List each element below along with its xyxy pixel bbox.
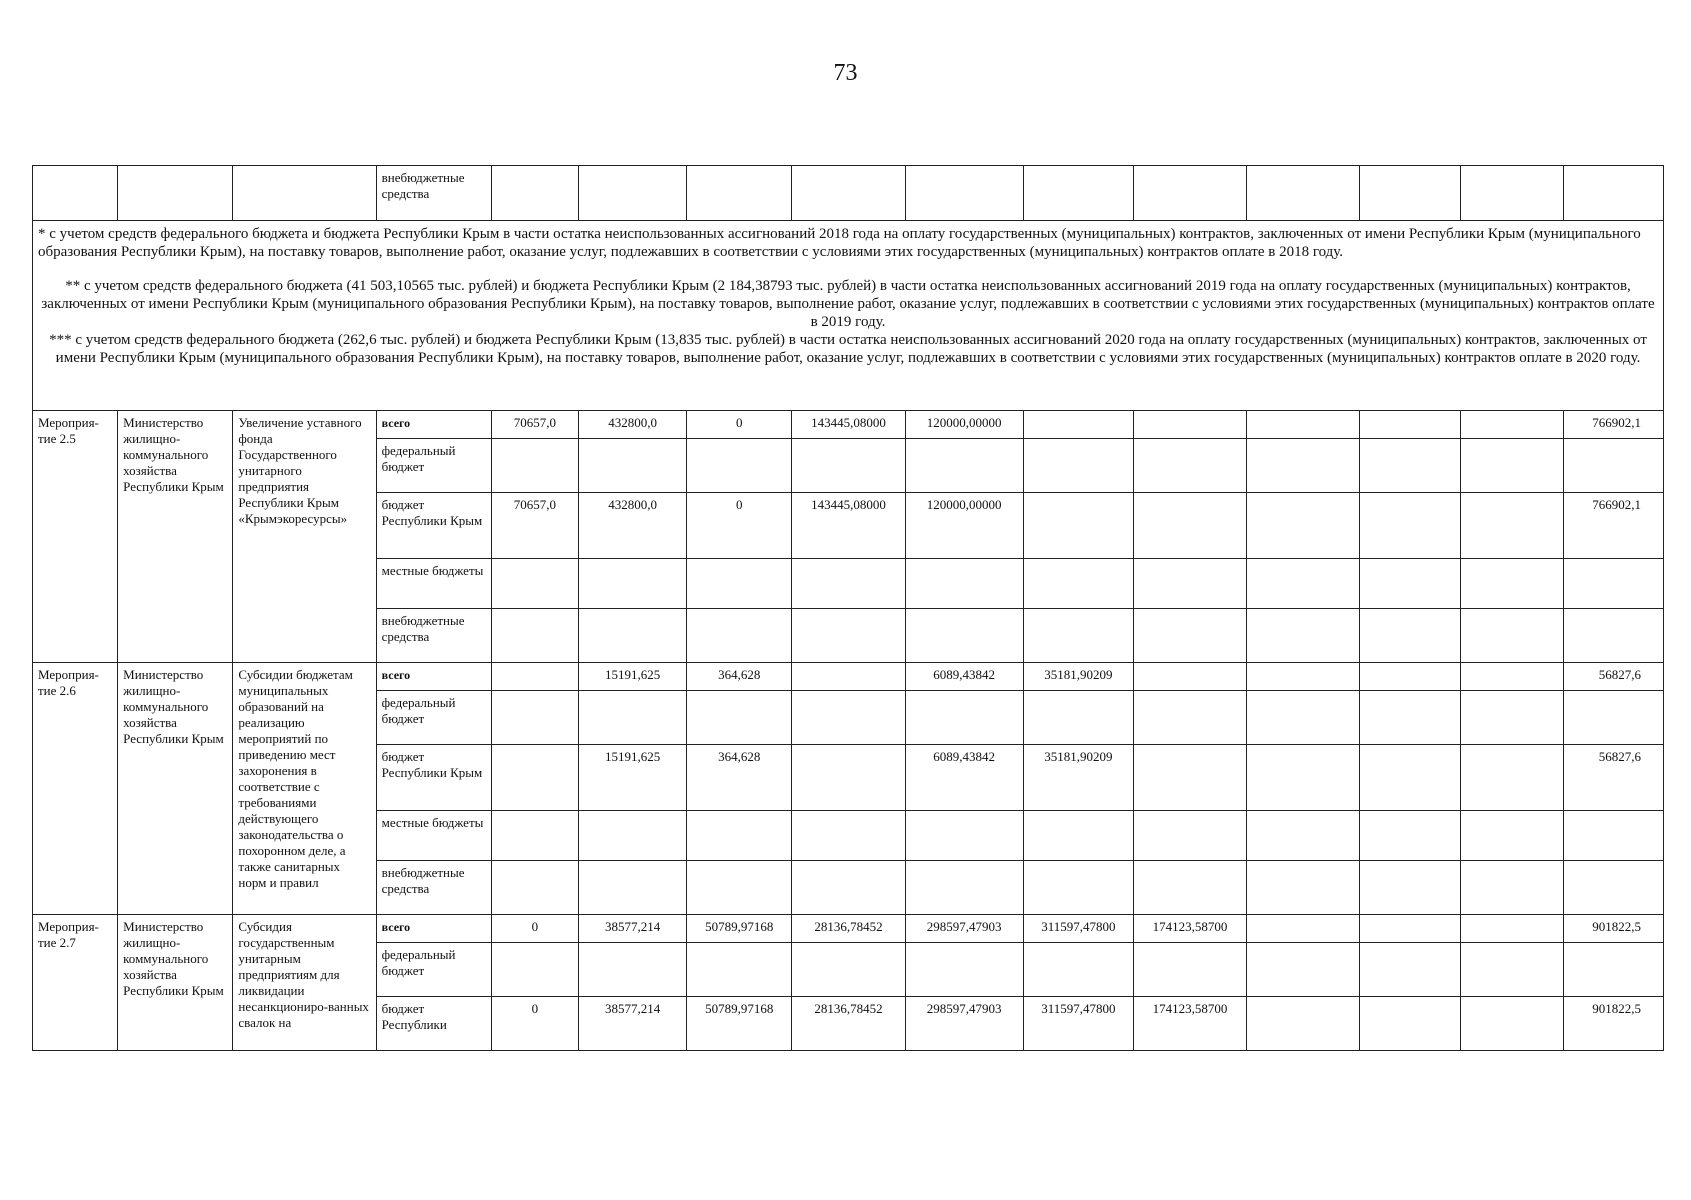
amount-cell	[1360, 411, 1460, 439]
funding-source: бюджет Республики Крым	[376, 493, 491, 559]
footnote-2: ** с учетом средств федерального бюджета (41 503,10565 тыс. рублей) и бюджета Республики Крым (2 184,38793 тыс. рублей) в части остатка неиспользованных ассигнований 2019 года на оплату государственных (муниципальных) контрактов, заключенных от имени Республики Крым (муниципального образования Республики Крым), на поставку товаров, выполнение работ, оказание услуг, подлежавших в соответствии с условиями этих государственных (муниципальных) контрактов оплате в 2019 году.	[41, 278, 1655, 330]
amount-cell: 432800,0	[578, 493, 686, 559]
measure-code: Мероприя-тие 2.7	[33, 915, 118, 1051]
measure-name: Увеличение уставного фонда Государственного унитарного предприятия Республики Крым «Крымэкоресурсы»	[233, 411, 376, 663]
amount-cell	[1023, 493, 1133, 559]
funding-source: внебюджетные средства	[376, 166, 491, 221]
amount-cell: 311597,47800	[1023, 915, 1133, 943]
amount-cell	[1247, 915, 1360, 943]
empty-cell	[578, 691, 686, 745]
funding-source: федеральный бюджет	[376, 691, 491, 745]
measure-executor: Министерство жилищно-коммунального хозяйства Республики Крым	[118, 915, 233, 1051]
table-row	[33, 663, 1664, 691]
empty-cell	[792, 943, 905, 997]
empty-cell	[578, 439, 686, 493]
amount-cell	[1460, 745, 1563, 811]
funding-source: всего	[376, 663, 491, 691]
amount-cell	[1133, 411, 1246, 439]
amount-cell: 35181,90209	[1023, 663, 1133, 691]
amount-cell	[792, 663, 905, 691]
amount-cell: 38577,214	[578, 997, 686, 1051]
empty-cell	[1133, 691, 1246, 745]
amount-cell: 766902,1	[1563, 493, 1663, 559]
funding-source: бюджет Республики Крым	[376, 745, 491, 811]
empty-cell	[1133, 559, 1246, 609]
measure-name: Субсидия государственным унитарным предприятиям для ликвидации несанкциониро-ванных свалок на	[233, 915, 376, 1051]
empty-cell	[1563, 559, 1663, 609]
measure-code: Мероприя-тие 2.5	[33, 411, 118, 663]
empty-cell	[905, 811, 1023, 861]
empty-cell	[1563, 811, 1663, 861]
amount-cell	[491, 663, 578, 691]
amount-cell	[1460, 663, 1563, 691]
funding-source: местные бюджеты	[376, 811, 491, 861]
funding-source: внебюджетные средства	[376, 609, 491, 663]
empty-cell	[905, 691, 1023, 745]
empty-cell	[491, 439, 578, 493]
amount-cell	[1247, 745, 1360, 811]
empty-cell	[905, 609, 1023, 663]
empty-cell	[1460, 559, 1563, 609]
amount-cell: 56827,6	[1563, 663, 1663, 691]
empty-cell	[792, 691, 905, 745]
empty-cell	[1133, 609, 1246, 663]
amount-cell: 0	[491, 997, 578, 1051]
amount-cell	[1360, 915, 1460, 943]
amount-cell: 70657,0	[491, 493, 578, 559]
empty-cell	[578, 609, 686, 663]
empty-cell	[1023, 861, 1133, 915]
empty-cell	[792, 609, 905, 663]
empty-cell	[1460, 609, 1563, 663]
empty-cell	[1023, 609, 1133, 663]
empty-cell	[687, 609, 792, 663]
empty-cell	[1247, 861, 1360, 915]
amount-cell: 50789,97168	[687, 997, 792, 1051]
amount-cell: 15191,625	[578, 663, 686, 691]
empty-cell	[1360, 811, 1460, 861]
notes-row	[33, 221, 1664, 411]
amount-cell: 901822,5	[1563, 915, 1663, 943]
empty-cell	[1133, 811, 1246, 861]
amount-cell: 364,628	[687, 745, 792, 811]
amount-cell: 174123,58700	[1133, 997, 1246, 1051]
empty-cell	[1563, 943, 1663, 997]
empty-cell	[1023, 439, 1133, 493]
empty-cell	[687, 861, 792, 915]
empty-cell	[687, 439, 792, 493]
amount-cell: 311597,47800	[1023, 997, 1133, 1051]
empty-cell	[578, 861, 686, 915]
amount-cell: 70657,0	[491, 411, 578, 439]
amount-cell: 432800,0	[578, 411, 686, 439]
amount-cell	[1133, 663, 1246, 691]
empty-cell	[1023, 691, 1133, 745]
empty-cell	[1133, 861, 1246, 915]
amount-cell: 6089,43842	[905, 745, 1023, 811]
empty-cell	[905, 861, 1023, 915]
empty-cell	[1460, 943, 1563, 997]
empty-cell	[1247, 559, 1360, 609]
empty-cell	[905, 943, 1023, 997]
footnote-3: *** с учетом средств федерального бюджета (262,6 тыс. рублей) и бюджета Республики Крым (13,835 тыс. рублей) в части остатка неиспользованных ассигнований 2020 года на оплату государственных (муниципальных) контрактов, заключенных от имени Республики Крым (муниципального образования Республики Крым), на поставку товаров, выполнение работ, оказание услуг, подлежавших в соответствии с условиями этих государственных (муниципальных) контрактов оплате в 2020 году.	[49, 332, 1647, 366]
measure-code: Мероприя-тие 2.6	[33, 663, 118, 915]
empty-cell	[1460, 861, 1563, 915]
amount-cell: 35181,90209	[1023, 745, 1133, 811]
empty-cell	[1023, 811, 1133, 861]
empty-cell	[1460, 439, 1563, 493]
empty-cell	[905, 439, 1023, 493]
measure-executor: Министерство жилищно-коммунального хозяйства Республики Крым	[118, 663, 233, 915]
footnote-1: * с учетом средств федерального бюджета и бюджета Республики Крым в части остатка неиспользованных ассигнований 2018 года на оплату государственных (муниципальных) контрактов, заключенных от имени Республики Крым (муниципального образования Республики Крым), на поставку товаров, выполнение работ, оказание услуг, подлежавших в соответствии с условиями этих государственных (муниципальных) контрактов оплате в 2018 году.	[38, 226, 1641, 260]
empty-cell	[491, 609, 578, 663]
empty-cell	[578, 559, 686, 609]
amount-cell	[1460, 493, 1563, 559]
amount-cell: 298597,47903	[905, 915, 1023, 943]
empty-cell	[1023, 559, 1133, 609]
amount-cell	[1360, 663, 1460, 691]
amount-cell: 0	[687, 411, 792, 439]
empty-cell	[491, 861, 578, 915]
measure-executor: Министерство жилищно-коммунального хозяйства Республики Крым	[118, 411, 233, 663]
amount-cell	[1023, 411, 1133, 439]
budget-table	[32, 165, 1664, 1051]
amount-cell: 364,628	[687, 663, 792, 691]
empty-cell	[1247, 943, 1360, 997]
funding-source: внебюджетные средства	[376, 861, 491, 915]
empty-cell	[491, 559, 578, 609]
empty-cell	[1360, 943, 1460, 997]
amount-cell	[1360, 997, 1460, 1051]
empty-cell	[1460, 811, 1563, 861]
amount-cell: 6089,43842	[905, 663, 1023, 691]
funding-source: всего	[376, 915, 491, 943]
amount-cell: 0	[687, 493, 792, 559]
funding-source: всего	[376, 411, 491, 439]
empty-cell	[687, 559, 792, 609]
amount-cell: 298597,47903	[905, 997, 1023, 1051]
empty-cell	[491, 691, 578, 745]
empty-cell	[792, 439, 905, 493]
amount-cell	[1133, 745, 1246, 811]
amount-cell: 50789,97168	[687, 915, 792, 943]
table-row	[33, 411, 1664, 439]
amount-cell: 15191,625	[578, 745, 686, 811]
empty-cell	[792, 811, 905, 861]
amount-cell	[1460, 997, 1563, 1051]
empty-cell	[1133, 943, 1246, 997]
empty-cell	[1563, 691, 1663, 745]
amount-cell: 143445,08000	[792, 493, 905, 559]
empty-cell	[491, 811, 578, 861]
measure-name: Субсидии бюджетам муниципальных образований на реализацию мероприятий по приведению мест захоронения в соответствие с требованиями действующего законодательства о похоронном деле, а также санитарных норм и правил	[233, 663, 376, 915]
amount-cell: 120000,00000	[905, 411, 1023, 439]
amount-cell: 28136,78452	[792, 997, 905, 1051]
empty-cell	[1247, 439, 1360, 493]
empty-cell	[491, 943, 578, 997]
empty-cell	[687, 691, 792, 745]
amount-cell: 174123,58700	[1133, 915, 1246, 943]
amount-cell	[1247, 663, 1360, 691]
funding-source: федеральный бюджет	[376, 943, 491, 997]
amount-cell	[1460, 411, 1563, 439]
empty-cell	[1133, 439, 1246, 493]
amount-cell: 28136,78452	[792, 915, 905, 943]
empty-cell	[1360, 439, 1460, 493]
empty-cell	[687, 811, 792, 861]
amount-cell	[1460, 915, 1563, 943]
table-row	[33, 166, 1664, 221]
amount-cell	[1247, 493, 1360, 559]
empty-cell	[1247, 691, 1360, 745]
empty-cell	[1563, 439, 1663, 493]
amount-cell	[1247, 997, 1360, 1051]
empty-cell	[1247, 609, 1360, 663]
empty-cell	[1360, 691, 1460, 745]
empty-cell	[792, 861, 905, 915]
empty-cell	[578, 811, 686, 861]
empty-cell	[792, 559, 905, 609]
amount-cell	[1247, 411, 1360, 439]
empty-cell	[1023, 943, 1133, 997]
empty-cell	[905, 559, 1023, 609]
empty-cell	[1563, 861, 1663, 915]
amount-cell	[1360, 745, 1460, 811]
footnotes	[33, 221, 1664, 411]
empty-cell	[1563, 609, 1663, 663]
empty-cell	[1360, 559, 1460, 609]
amount-cell: 901822,5	[1563, 997, 1663, 1051]
amount-cell	[1360, 493, 1460, 559]
empty-cell	[1460, 691, 1563, 745]
funding-source: бюджет Республики	[376, 997, 491, 1051]
funding-source: федеральный бюджет	[376, 439, 491, 493]
amount-cell: 56827,6	[1563, 745, 1663, 811]
amount-cell: 143445,08000	[792, 411, 905, 439]
amount-cell	[792, 745, 905, 811]
empty-cell	[687, 943, 792, 997]
table-row	[33, 915, 1664, 943]
page-number: 73	[833, 60, 858, 86]
amount-cell	[1133, 493, 1246, 559]
amount-cell	[491, 745, 578, 811]
empty-cell	[578, 943, 686, 997]
amount-cell: 38577,214	[578, 915, 686, 943]
empty-cell	[1360, 609, 1460, 663]
amount-cell: 766902,1	[1563, 411, 1663, 439]
funding-source: местные бюджеты	[376, 559, 491, 609]
empty-cell	[1360, 861, 1460, 915]
amount-cell: 0	[491, 915, 578, 943]
amount-cell: 120000,00000	[905, 493, 1023, 559]
empty-cell	[1247, 811, 1360, 861]
